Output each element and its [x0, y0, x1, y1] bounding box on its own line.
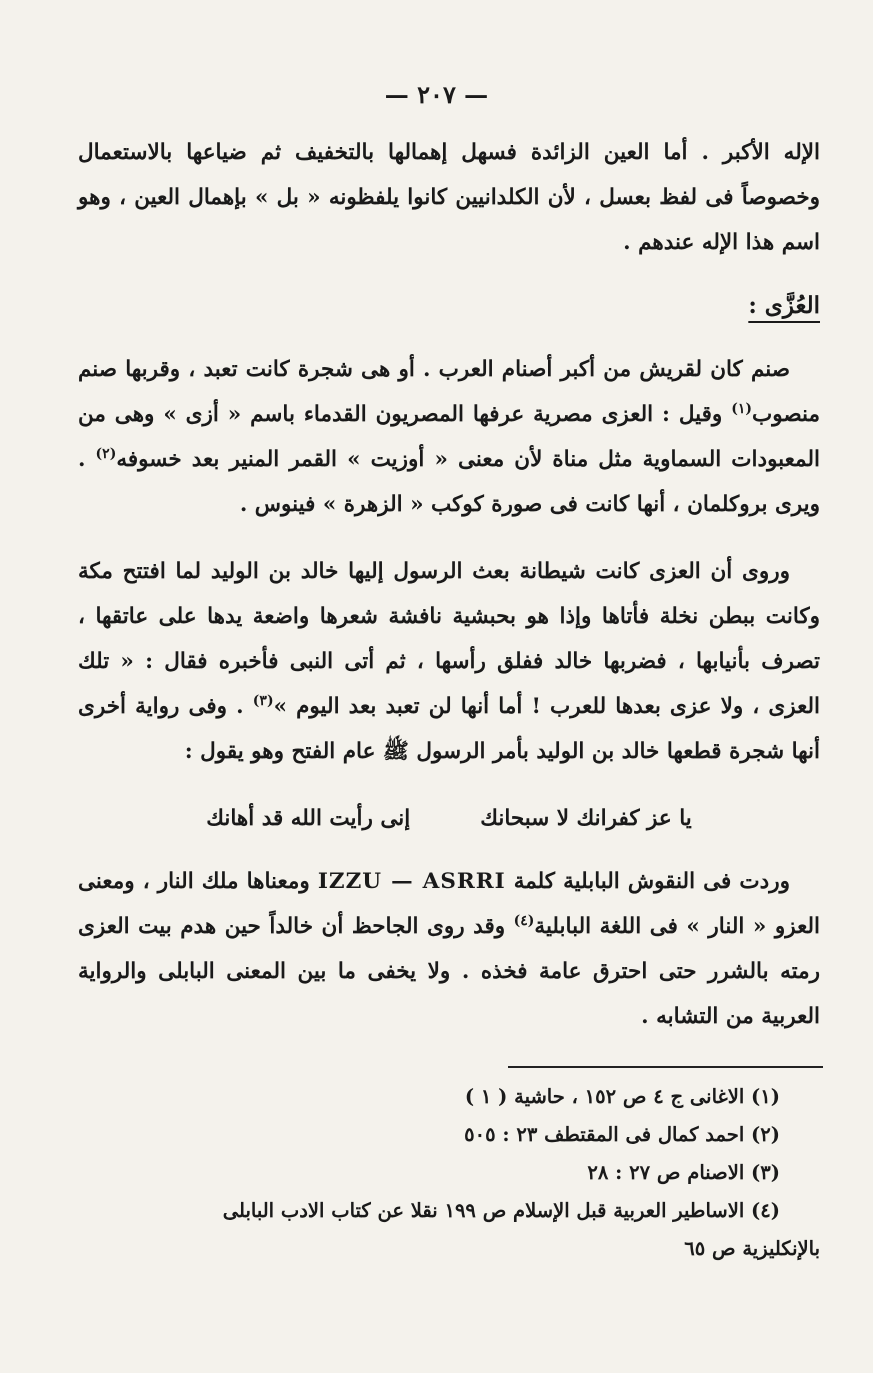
verse-hemistich-first: يا عز كفرانك لا سبحانك — [480, 806, 692, 831]
text-run: . وفى رواية أخرى أنها شجرة قطعها خالد بن الوليد بأمر الرسول ﷺ عام الفتح وهو يقول : — [78, 694, 820, 764]
footnote-4-continued: بالإنكليزية ص ٦٥ — [684, 1237, 820, 1260]
page-number: — ٢٠٧ — — [384, 80, 489, 109]
text-run: وروى أن العزى كانت شيطانة بعث الرسول إليها خالد بن الوليد لما افتتح مكة وكانت ببطن نخلة فأتاها وإذا هو بحبشية نافشة شعرها واضعة يدها على عاتقها ، تصرف بأنيابها ، فضربها خالد ففلق رأسها ، ثم أتى النبى فأخبره فقال : « تلك العزى ، ولا عزى بعدها للعرب ! أما أنها لن تعبد بعد اليوم » — [78, 559, 821, 719]
footnote-ref-4: (٤) — [513, 912, 535, 929]
text-run: صنم كان لقريش من أكبر أصنام العرب . أو هى شجرة كانت تعبد ، وقربها صنم منصوب — [78, 357, 820, 427]
paragraph-uzza-story — [78, 549, 820, 774]
verse-hemistich-second: إنى رأيت الله قد أهانك — [206, 806, 411, 831]
footnote-ref-1: (١) — [731, 400, 752, 417]
footnote-ref-3: (٣) — [252, 692, 274, 709]
text-run: وقد روى الجاحظ أن خالداً حين هدم بيت العزى رمته بالشرر حتى احترق عامة فخذه . ولا يخفى ما بين المعنى البابلى والرواية العربية من التشابه . — [78, 914, 820, 1029]
footnote-4: (٤) الاساطير العربية قبل الإسلام ص ١٩٩ نقلا عن كتاب الادب البابلى — [222, 1199, 780, 1222]
footnotes — [78, 1078, 820, 1268]
footnote-3: (٣) الاصنام ص ٢٧ : ٢٨ — [587, 1161, 780, 1184]
section-heading-uzza: العُزَّى : — [748, 292, 820, 319]
paragraph-uzza-definition — [78, 347, 820, 527]
text-run: ومعناها ملك النار ، ومعنى العزو « النار » فى اللغة البابلية — [78, 869, 820, 939]
text-run: وقيل : العزى مصرية عرفها المصريون القدماء باسم « أزى » وهى من المعبودات السماوية مثل مناة لأن معنى « أوزيت » القمر المنير بعد خسوفه — [78, 402, 820, 472]
footnote-ref-2: (٢) — [95, 445, 117, 462]
latin-inscription: IZZU — ASRRI — [317, 869, 506, 894]
paragraph-babylonian — [78, 859, 820, 1039]
footnote-2: (٢) احمد كمال فى المقتطف ٢٣ : ٥٠٥ — [464, 1123, 780, 1146]
text-run: . ويرى بروكلمان ، أنها كانت فى صورة كوكب « الزهرة » فينوس . — [78, 447, 820, 517]
section-heading-wrapper — [78, 265, 820, 329]
footnote-1: (١) الاغانى ج ٤ ص ١٥٢ ، حاشية ( ١ ) — [464, 1085, 780, 1108]
footnote-divider — [508, 1066, 823, 1068]
poetry-verse — [78, 796, 820, 841]
text-run: وردت فى النقوش البابلية كلمة — [513, 869, 790, 894]
page-body — [78, 130, 820, 1039]
paragraph-baal: الإله الأكبر . أما العين الزائدة فسهل إهمالها بالتخفيف ثم ضياعها بالاستعمال وخصوصاً فى لفظ بعسل ، لأن الكلدانيين كانوا يلفظونه « بل » بإهمال العين ، وهو اسم هذا الإله عندهم . — [78, 140, 820, 255]
